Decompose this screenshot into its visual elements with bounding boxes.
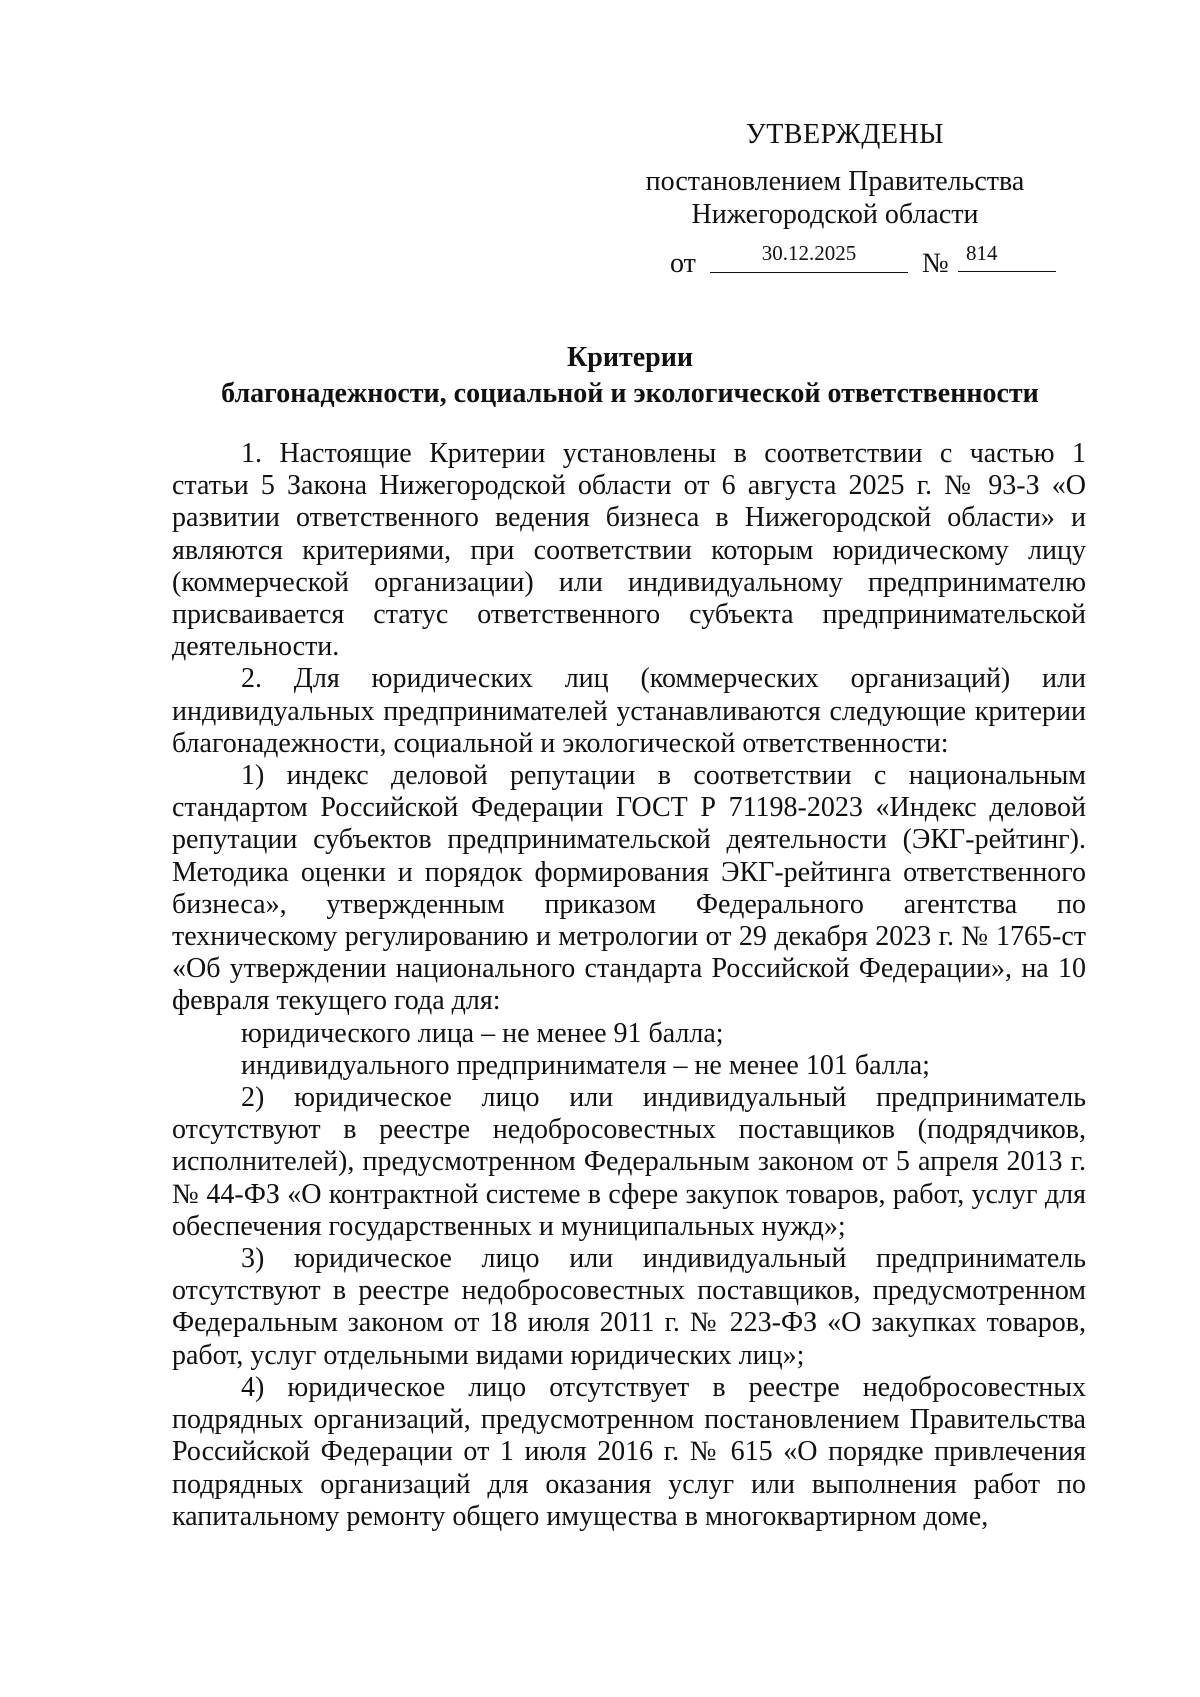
approval-block: [600, 118, 1070, 231]
paragraph-8: 4) юридическое лицо отсутствует в реестре недобросовестных подрядных организаций, предусмотренном постановлением Правительства Российской Федерации от 1 июля 2016 г. № 615 «О порядке привлечения подрядных организаций для оказания услуг или выполнения работ по капитальному ремонту общего имущества в многоквартирном доме,: [172, 1371, 1086, 1532]
approval-number: 814: [958, 242, 1056, 272]
approval-date: 30.12.2025: [710, 242, 908, 273]
title-line-1: Критерии: [566, 342, 694, 373]
from-label: от: [670, 248, 696, 279]
paragraph-5: индивидуального предпринимателя – не менее 101 балла;: [241, 1049, 930, 1081]
paragraph-7: 3) юридическое лицо или индивидуальный предприниматель отсутствуют в реестре недобросовестных поставщиков, предусмотренном Федеральным законом от 18 июля 2011 г. № 223-ФЗ «О закупках товаров, работ, услуг отдельными видами юридических лиц»;: [172, 1243, 1086, 1371]
approval-date-row: [670, 242, 1070, 282]
paragraph-4: юридического лица – не менее 91 балла;: [241, 1017, 724, 1049]
paragraph-6: 2) юридическое лицо или индивидуальный предприниматель отсутствуют в реестре недобросовестных поставщиков (подрядчиков, исполнителей), предусмотренном Федеральным законом от 5 апреля 2013 г. № 44-ФЗ «О контрактной системе в сфере закупок товаров, работ, услуг для обеспечения государственных и муниципальных нужд»;: [172, 1082, 1086, 1242]
approval-line-2: Нижегородской области: [691, 199, 979, 230]
title-line-2: благонадежности, социальной и экологической ответственности: [221, 378, 1039, 409]
document-body: [172, 438, 1086, 1533]
approval-heading: УТВЕРЖДЕНЫ: [745, 119, 945, 150]
paragraph-1: 1. Настоящие Критерии установлены в соответствии с частью 1 статьи 5 Закона Нижегородской области от 6 августа 2025 г. № 93-З «О развитии ответственного ведения бизнеса в Нижегородской области» и являются критериями, при соответствии которым юридическому лицу (коммерческой организации) или индивидуальному предпринимателю присваивается статус ответственного субъекта предпринимательской деятельности.: [172, 438, 1086, 663]
paragraph-3: 1) индекс деловой репутации в соответствии с национальным стандартом Российской Федерации ГОСТ Р 71198-2023 «Индекс деловой репутации субъектов предпринимательской деятельности (ЭКГ-рейтинг). Методика оценки и порядок формирования ЭКГ-рейтинга ответственного бизнеса», утвержденным приказом Федерального агентства по техническому регулированию и метрологии от 29 декабря 2023 г. № 1765-ст «Об утверждении национального стандарта Российской Федерации», на 10 февраля текущего года для:: [172, 760, 1086, 1017]
approval-line-1: постановлением Правительства: [645, 166, 1025, 197]
document-title: [170, 342, 1090, 410]
paragraph-2: 2. Для юридических лиц (коммерческих организаций) или индивидуальных предпринимателей устанавливаются следующие критерии благонадежности, социальной и экологической ответственности:: [172, 663, 1086, 759]
number-sign: №: [922, 248, 949, 279]
